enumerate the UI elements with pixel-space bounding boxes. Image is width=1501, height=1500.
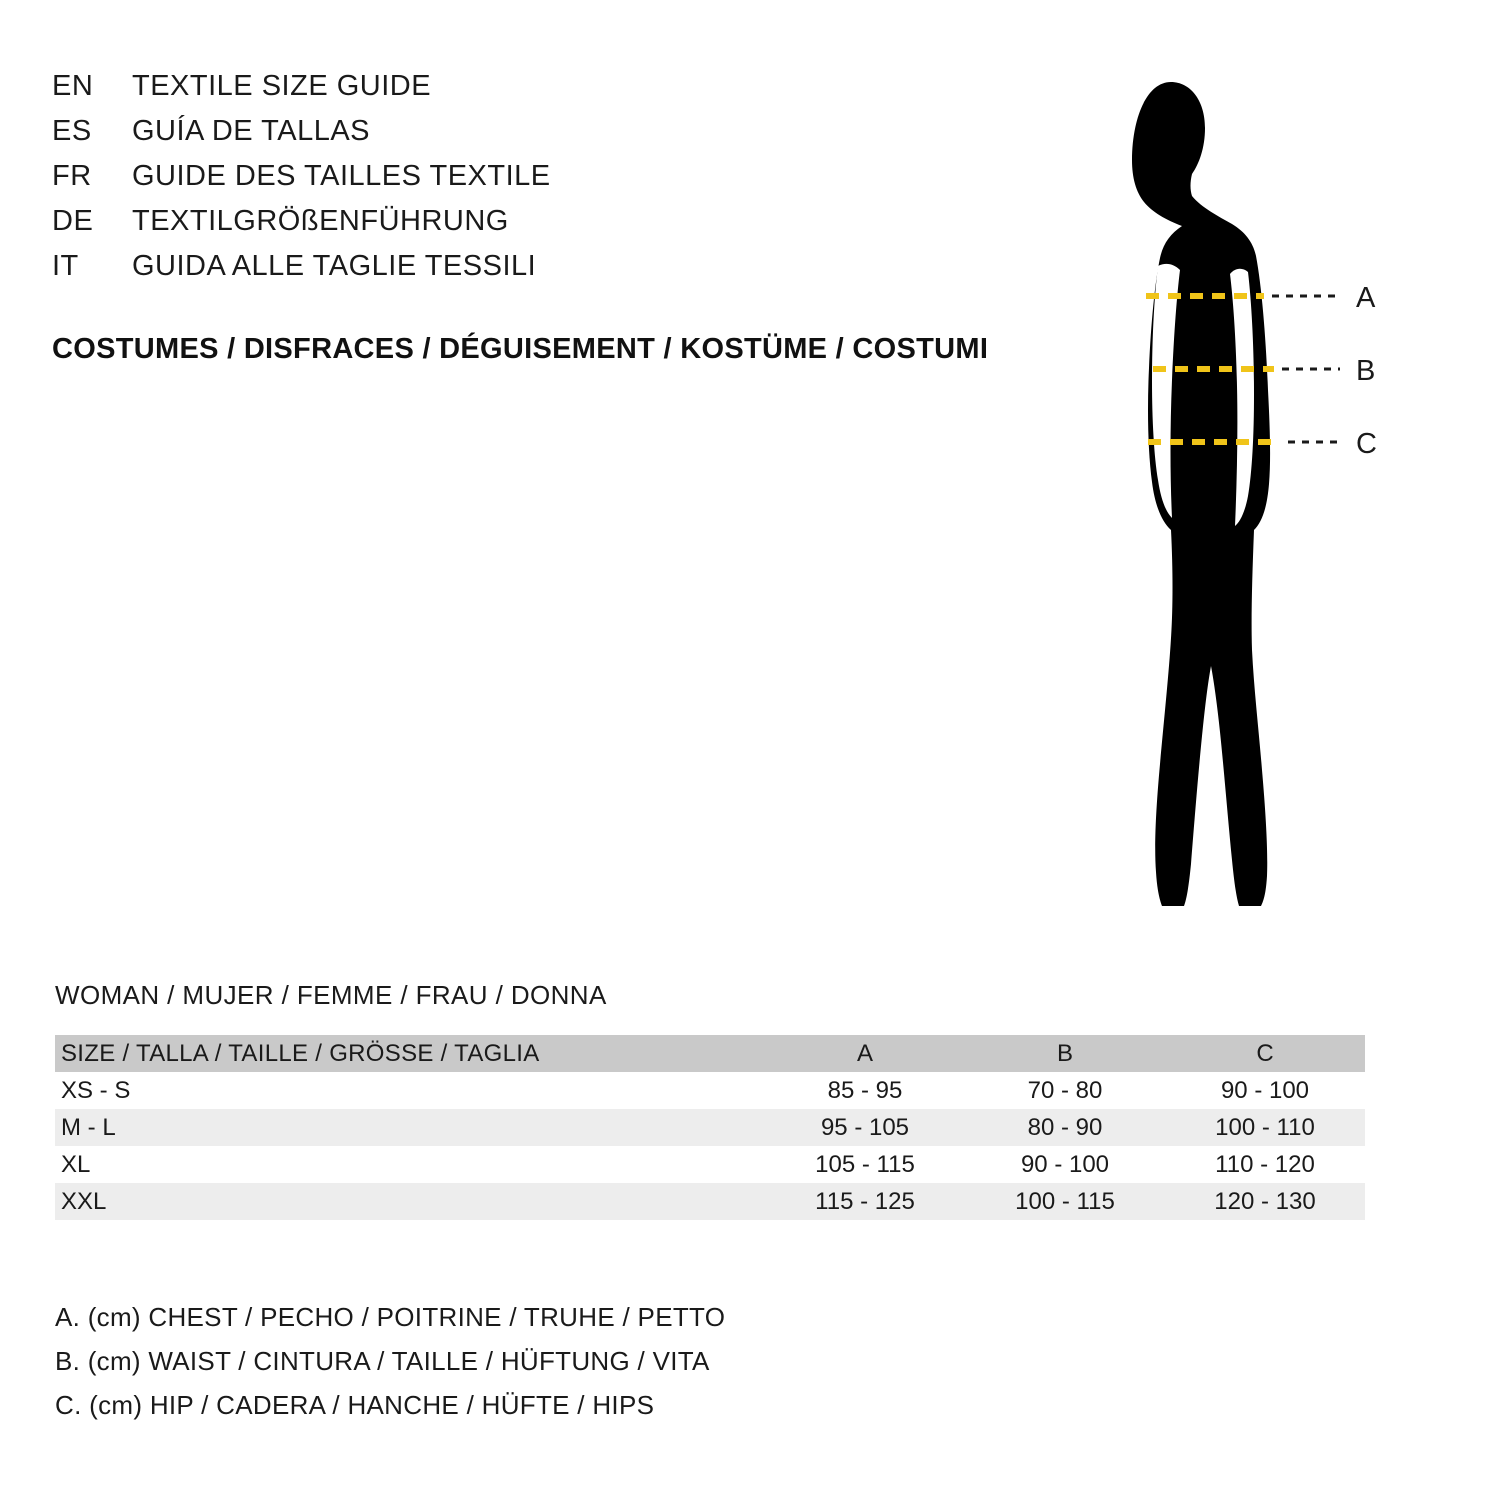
cell-b: 100 - 115 — [1015, 1187, 1115, 1215]
table-header-b: B — [1056, 1039, 1073, 1067]
language-row-de — [52, 205, 1032, 250]
cell-a: 85 - 95 — [827, 1076, 903, 1104]
cell-c: 90 - 100 — [1220, 1076, 1310, 1104]
female-silhouette-icon — [1040, 60, 1460, 940]
language-code-en: EN — [52, 70, 94, 102]
body-measurement-diagram — [1040, 60, 1460, 940]
language-title-it: GUIDA ALLE TAGLIE TESSILI — [132, 250, 537, 282]
cell-b: 70 - 80 — [1027, 1076, 1103, 1104]
size-table-body — [55, 1072, 1365, 1220]
marker-label-c: C — [1356, 428, 1377, 460]
language-code-it: IT — [52, 250, 79, 282]
language-row-es — [52, 115, 1032, 160]
table-header-c: C — [1256, 1039, 1274, 1067]
cell-b: 80 - 90 — [1027, 1113, 1103, 1141]
language-title-de: TEXTILGRÖßENFÜHRUNG — [132, 205, 509, 237]
language-title-en: TEXTILE SIZE GUIDE — [132, 70, 432, 102]
language-code-es: ES — [52, 115, 92, 147]
language-row-en — [52, 70, 1032, 115]
legend-row-b: B. (cm) WAIST / CINTURA / TAILLE / HÜFTUNG / VITA — [55, 1346, 710, 1376]
table-row — [55, 1183, 1365, 1220]
size-table-head — [55, 1035, 1365, 1072]
leader-lines — [1272, 296, 1340, 442]
cell-c: 120 - 130 — [1214, 1187, 1316, 1215]
size-table — [55, 1035, 1365, 1220]
cell-a: 115 - 125 — [815, 1187, 915, 1215]
cell-size: XS - S — [61, 1076, 131, 1104]
cell-a: 95 - 105 — [820, 1113, 910, 1141]
language-code-fr: FR — [52, 160, 92, 192]
table-row — [55, 1109, 1365, 1146]
costumes-subtitle: COSTUMES / DISFRACES / DÉGUISEMENT / KOSTÜME / COSTUMI — [52, 333, 989, 365]
cell-a: 105 - 115 — [815, 1150, 915, 1178]
language-title-fr: GUIDE DES TAILLES TEXTILE — [132, 160, 551, 192]
table-caption: WOMAN / MUJER / FEMME / FRAU / DONNA — [55, 980, 607, 1010]
table-row — [55, 1146, 1365, 1183]
table-header-size: SIZE / TALLA / TAILLE / GRÖSSE / TAGLIA — [61, 1039, 540, 1067]
language-row-it — [52, 250, 1032, 295]
legend-row-a: A. (cm) CHEST / PECHO / POITRINE / TRUHE / PETTO — [55, 1302, 726, 1332]
cell-size: XXL — [61, 1187, 107, 1215]
cell-c: 100 - 110 — [1215, 1113, 1315, 1141]
cell-size: XL — [61, 1150, 91, 1178]
marker-label-b: B — [1356, 355, 1376, 387]
language-header-block — [52, 70, 1032, 295]
cell-c: 110 - 120 — [1215, 1150, 1315, 1178]
language-title-es: GUÍA DE TALLAS — [132, 115, 371, 147]
table-row — [55, 1072, 1365, 1109]
language-row-fr — [52, 160, 1032, 205]
marker-label-a: A — [1356, 282, 1376, 314]
cell-b: 90 - 100 — [1020, 1150, 1110, 1178]
legend-row-c: C. (cm) HIP / CADERA / HANCHE / HÜFTE / HIPS — [55, 1390, 655, 1420]
measurement-legend — [55, 1295, 955, 1427]
table-header-a: A — [856, 1039, 873, 1067]
cell-size: M - L — [61, 1113, 116, 1141]
language-code-de: DE — [52, 205, 94, 237]
table-header-row — [55, 1035, 1365, 1072]
